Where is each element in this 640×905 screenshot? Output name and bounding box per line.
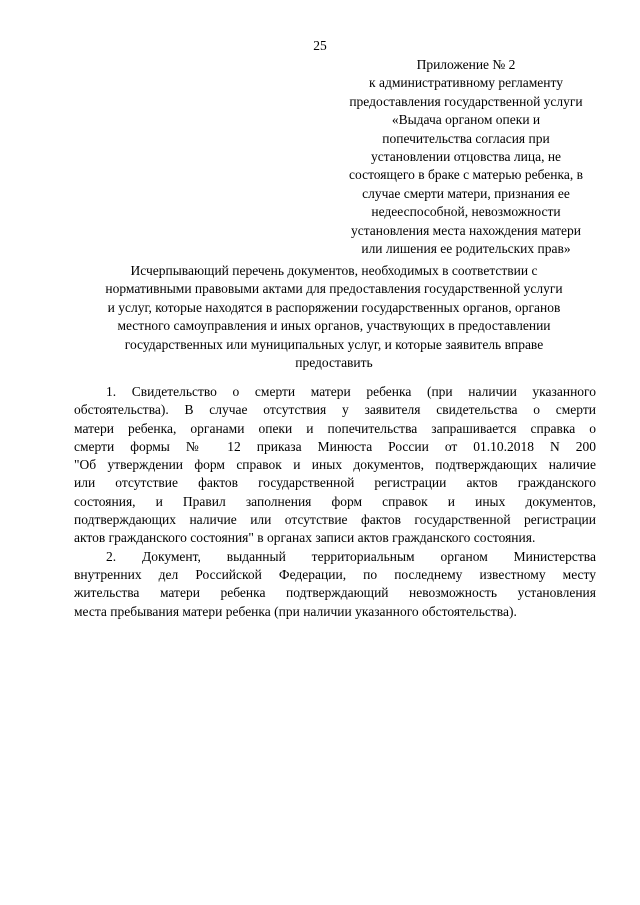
appendix-line: установлении отцовства лица, не: [370, 149, 562, 165]
document-heading: [74, 262, 594, 372]
appendix-line: состоящего в браке с матерью ребенка, в: [349, 167, 583, 183]
item-line: 2. Документ, выданный территориальным органом Министерства: [106, 548, 596, 564]
appendix-line: «Выдача органом опеки и: [391, 112, 541, 128]
heading-line: предоставить: [295, 355, 373, 371]
item-line: обстоятельства). В случае отсутствия у заявителя свидетельства о смерти: [74, 402, 596, 418]
appendix-line: к административному регламенту: [369, 75, 563, 91]
appendix-line: попечительства согласия при: [382, 130, 550, 146]
appendix-line: предоставления государственной услуги: [349, 93, 583, 109]
heading-line: Исчерпывающий перечень документов, необходимых в соответствии с: [130, 263, 538, 278]
document-body: [74, 383, 596, 621]
appendix-header: [318, 56, 614, 258]
item-line: подтверждающих наличие или отсутствие фактов государственной регистрации: [74, 512, 596, 528]
item-line: жительства матери ребенка подтверждающий невозможность установления: [74, 585, 596, 601]
heading-line: и услуг, которые находятся в распоряжении государственных органов, органов: [107, 299, 561, 315]
appendix-line: Приложение № 2: [416, 57, 516, 72]
appendix-line: установления места нахождения матери: [350, 222, 582, 238]
item-line: места пребывания матери ребенка (при наличии указанного обстоятельства).: [74, 603, 517, 619]
heading-line: государственных или муниципальных услуг, и которые заявитель вправе: [124, 336, 544, 352]
item-line: внутренних дел Российской Федерации, по последнему известному месту: [74, 566, 596, 582]
item-line: смерти формы № 12 приказа Минюста России от 01.10.2018 N 200: [74, 438, 596, 454]
item-line: "Об утверждении форм справок и иных документов, подтверждающих наличие: [74, 457, 596, 473]
appendix-line: случае смерти матери, признания ее: [362, 185, 570, 201]
item-line: матери ребенка, органами опеки и попечительства запрашивается справка о: [74, 420, 596, 436]
item-line: актов гражданского состояния" в органах записи актов гражданского состояния.: [74, 530, 536, 546]
item-line: состояния, и Правил заполнения форм справок и иных документов,: [74, 493, 596, 509]
heading-line: нормативными правовыми актами для предоставления государственной услуги: [105, 281, 563, 297]
item-line: 1. Свидетельство о смерти матери ребенка (при наличии указанного: [106, 384, 596, 399]
list-item: [74, 383, 596, 548]
list-item: [74, 548, 596, 621]
page-number: 25: [313, 38, 327, 53]
heading-line: местного самоуправления и иных органов, участвующих в предоставлении: [117, 318, 551, 334]
appendix-line: недееспособной, невозможности: [371, 204, 561, 220]
item-line: или отсутствие фактов государственной регистрации актов гражданского: [74, 475, 596, 491]
appendix-line: или лишения ее родительских прав»: [361, 241, 571, 257]
